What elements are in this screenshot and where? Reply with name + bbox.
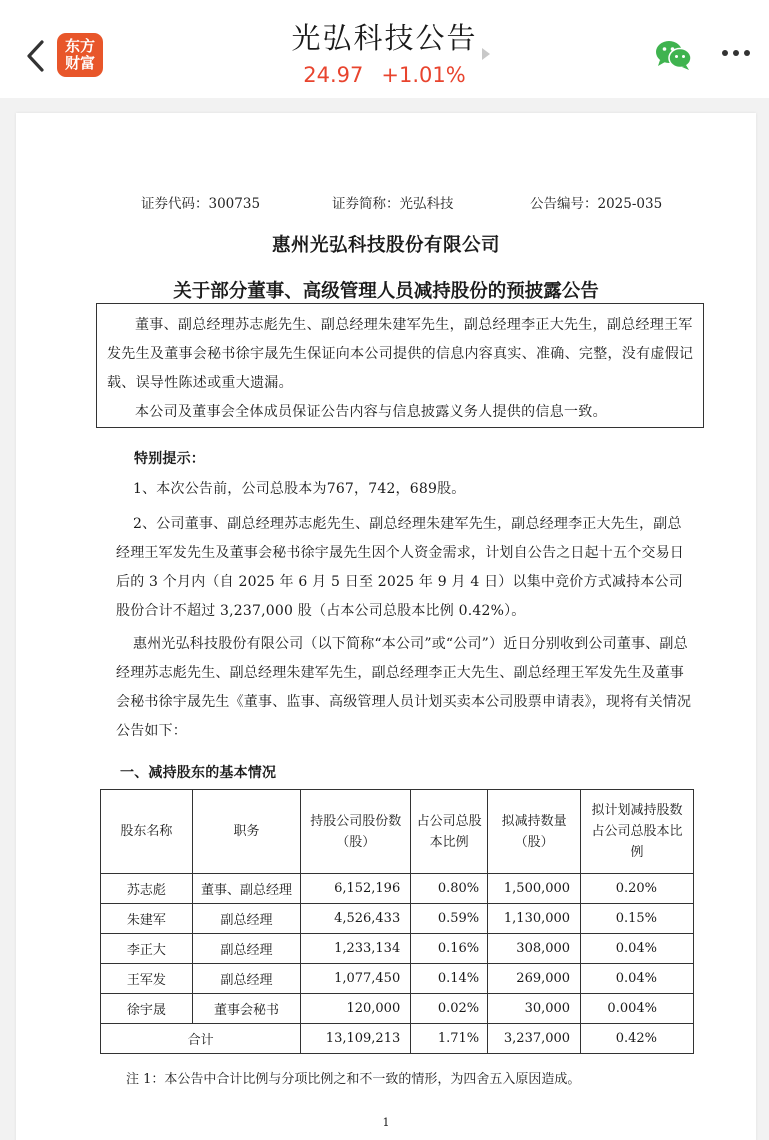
tip-2: 2、公司董事、副总经理苏志彪先生、副总经理朱建军先生，副总经理李正大先生，副总经理王军发先生及董事会秘书徐宇晟先生因个人资金需求，计划自公告之日起十五个交易日后的 3 个月内（自 2025 年 6 月 5 日至 2025 年 9 月 4 日）以集中竞价方式减持本公司股份合计不超过 3,237,000 股（占本公司总股本比例 0.42%）。 [116,516,684,619]
stock-price: 24.97 [303,63,364,87]
reduction-ratio: 0.04% [581,964,694,994]
table-header-row [101,790,694,874]
col-header-reduction-ratio: 拟计划减持股数占公司总股本比例 [581,790,694,874]
guarantee-statement: 董事、副总经理苏志彪先生、副总经理朱建军先生，副总经理李正大先生，副总经理王军发先生及董事会秘书徐宇晟先生保证向本公司提供的信息内容真实、准确、完整，没有虚假记载、误导性陈述或重大遗漏。 [107,317,694,391]
holding-ratio: 0.80% [411,874,488,904]
planned-reduction: 1,130,000 [488,904,581,934]
holder-name: 王军发 [101,964,193,994]
top-bar [0,0,769,98]
shares-held: 1,233,134 [301,934,411,964]
total-shares-held: 13,109,213 [301,1024,411,1054]
page-title: 光弘科技公告 [291,21,478,55]
reduction-ratio: 0.004% [581,994,694,1024]
table-row [101,904,694,934]
shares-held: 4,526,433 [301,904,411,934]
shares-held: 120,000 [301,994,411,1024]
total-reduction-ratio: 0.42% [581,1024,694,1054]
back-arrow-icon[interactable] [22,36,52,76]
stock-quote [200,63,569,87]
announcement-page [16,113,756,1140]
tip-1: 1、本次公告前，公司总股本为767，742，689股。 [133,481,466,497]
logo-line1: 东方 [64,37,95,55]
table-row [101,934,694,964]
holder-name: 李正大 [101,934,193,964]
table-row [101,994,694,1024]
shareholder-table [100,789,694,1054]
logo-line2: 财富 [64,54,95,72]
holder-position: 副总经理 [192,934,301,964]
company-name: 惠州光弘科技股份有限公司 [271,235,500,256]
guarantee-box [96,303,704,428]
more-icon[interactable] [721,48,751,58]
total-holding-ratio: 1.71% [411,1024,488,1054]
page-number: 1 [382,1116,390,1129]
stock-code: 证券代码：300735 [141,196,261,212]
section-1-heading: 一、减持股东的基本情况 [120,765,277,781]
col-header-planned-reduction: 拟减持数量（股） [488,790,581,874]
shares-held: 6,152,196 [301,874,411,904]
col-header-name: 股东名称 [101,790,193,874]
holder-position: 董事会秘书 [192,994,301,1024]
reduction-ratio: 0.15% [581,904,694,934]
reduction-ratio: 0.20% [581,874,694,904]
holder-name: 徐宇晟 [101,994,193,1024]
announcement-title: 关于部分董事、高级管理人员减持股份的预披露公告 [173,281,599,302]
board-statement: 本公司及董事会全体成员保证公告内容与信息披露义务人提供的信息一致。 [135,404,607,420]
holder-position: 副总经理 [192,904,301,934]
table-row [101,874,694,904]
stock-short-name: 证券简称：光弘科技 [332,196,454,212]
holding-ratio: 0.16% [411,934,488,964]
shares-held: 1,077,450 [301,964,411,994]
total-planned-reduction: 3,237,000 [488,1024,581,1054]
holder-name: 苏志彪 [101,874,193,904]
planned-reduction: 30,000 [488,994,581,1024]
holding-ratio: 0.14% [411,964,488,994]
eastmoney-logo [57,33,103,77]
col-header-shares-held: 持股公司股份数（股） [301,790,411,874]
title-block[interactable] [200,16,569,87]
holder-position: 董事、副总经理 [192,874,301,904]
holder-position: 副总经理 [192,964,301,994]
footnote: 注 1：本公告中合计比例与分项比例之和不一致的情形，为四舍五入原因造成。 [126,1072,581,1087]
special-tips-heading: 特别提示： [134,451,205,467]
planned-reduction: 1,500,000 [488,874,581,904]
holding-ratio: 0.02% [411,994,488,1024]
notice-number: 公告编号：2025-035 [530,196,663,212]
wechat-icon[interactable] [654,38,694,72]
stock-change: +1.01% [381,63,466,87]
play-triangle-icon[interactable] [482,48,490,60]
planned-reduction: 269,000 [488,964,581,994]
intro-paragraph: 惠州光弘科技股份有限公司（以下简称“本公司”或“公司”）近日分别收到公司董事、副总经理苏志彪先生、副总经理朱建军先生，副总经理李正大先生、副总经理王军发先生及董事会秘书徐宇晟先生《董事、监事、高级管理人员计划买卖本公司股票申请表》，现将有关情况公告如下： [116,636,692,739]
col-header-position: 职务 [192,790,301,874]
planned-reduction: 308,000 [488,934,581,964]
reduction-ratio: 0.04% [581,934,694,964]
table-total-row [101,1024,694,1054]
holder-name: 朱建军 [101,904,193,934]
table-row [101,964,694,994]
col-header-holding-ratio: 占公司总股本比例 [411,790,488,874]
total-label: 合计 [101,1024,301,1054]
holding-ratio: 0.59% [411,904,488,934]
